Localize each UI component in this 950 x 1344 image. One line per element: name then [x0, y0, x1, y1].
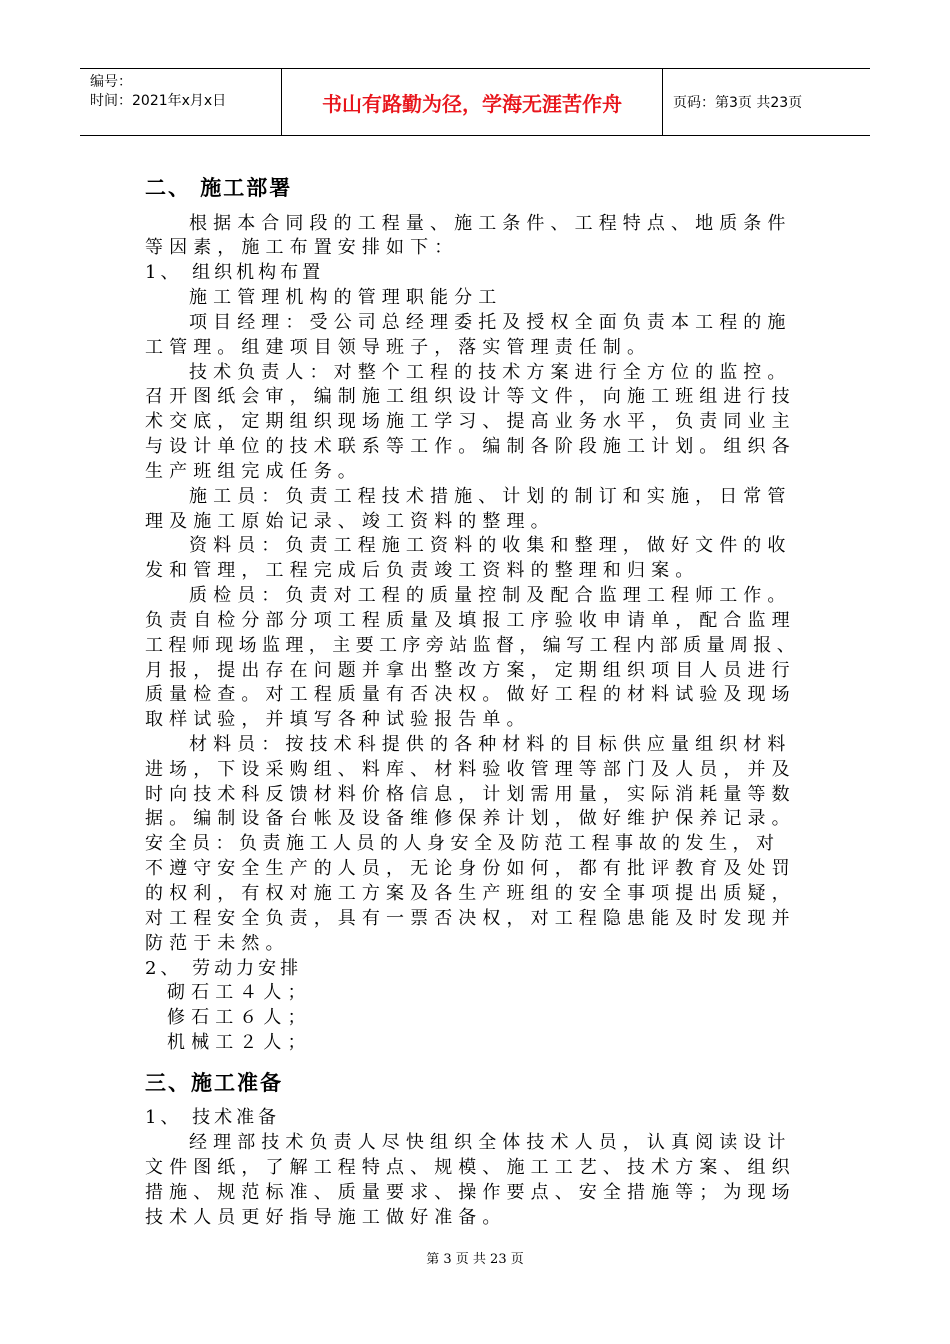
paragraph-line: 项目经理：受公司总经理委托及授权全面负责本工程的施	[189, 312, 792, 333]
paragraph-line: 发和管理，工程完成后负责竣工资料的整理和归案。	[145, 560, 700, 581]
header-info-cell	[80, 69, 282, 135]
paragraph-line: 术交底，定期组织现场施工学习、提高业务水平，负责同业主	[145, 411, 796, 432]
paragraph-line: 安全员：负责施工人员的人身安全及防范工程事故的发生，对	[145, 833, 780, 854]
paragraph-line: 对工程安全负责，具有一票否决权，对工程隐患能及时发现并	[145, 908, 796, 929]
paragraph-line: 等因素，施工布置安排如下：	[145, 237, 459, 258]
labor-item: 砌石工４人；	[167, 982, 312, 1003]
paragraph-line: 的权利，有权对施工方案及各生产班组的安全事项提出质疑，	[145, 883, 796, 904]
page-info-cell	[663, 69, 870, 135]
paragraph-line: 工程师现场监理，主要工序旁站监督，编写工程内部质量周报、	[145, 635, 801, 656]
paragraph-line: 取样试验，并填写各种试验报告单。	[145, 709, 531, 730]
paragraph-line: 进场，下设采购组、料库、材料验收管理等部门及人员，并及	[145, 759, 796, 780]
section-heading-deployment: 二、 施工部署	[145, 176, 293, 200]
subheading-labor: 2、 劳动力安排	[145, 958, 303, 979]
paragraph-line: 措施、规范标准、质量要求、操作要点、安全措施等；为现场	[145, 1182, 796, 1203]
date-label: 时间：2021年x月x日	[90, 93, 227, 109]
paragraph-line: 月报，提出存在问题并拿出整改方案，定期组织项目人员进行	[145, 660, 796, 681]
paragraph-line: 质量检查。对工程质量有否决权。做好工程的材料试验及现场	[145, 684, 796, 705]
motto-text: 书山有路勤为径，学海无涯苦作舟	[322, 91, 622, 116]
paragraph-line: 与设计单位的技术联系等工作。编制各阶段施工计划。组织各	[145, 436, 796, 457]
paragraph-line: 经理部技术负责人尽快组织全体技术人员，认真阅读设计	[189, 1132, 792, 1153]
paragraph-line: 时向技术科反馈材料价格信息，计划需用量，实际消耗量等数	[145, 784, 796, 805]
paragraph-line: 生产班组完成任务。	[145, 461, 362, 482]
paragraph-line: 文件图纸，了解工程特点、规模、施工工艺、技术方案、组织	[145, 1157, 796, 1178]
paragraph-line: 施工管理机构的管理职能分工	[189, 287, 503, 308]
paragraph-line: 不遵守安全生产的人员，无论身份如何，都有批评教育及处罚	[145, 858, 796, 879]
paragraph-line: 理及施工原始记录、竣工资料的整理。	[145, 511, 555, 532]
subheading-org: 1、 组织机构布置	[145, 262, 325, 283]
page-footer: 第 3 页 共 23 页	[426, 1252, 524, 1267]
paragraph-line: 据。编制设备台帐及设备维修保养计划，做好维护保养记录。	[145, 808, 796, 829]
paragraph-line: 技术人员更好指导施工做好准备。	[145, 1207, 507, 1228]
number-label: 编号：	[90, 74, 132, 90]
motto-cell	[282, 69, 663, 135]
paragraph-line: 负责自检分部分项工程质量及填报工序验收申请单，配合监理	[145, 610, 796, 631]
paragraph-line: 根据本合同段的工程量、施工条件、工程特点、地质条件	[189, 213, 792, 234]
paragraph-line: 工管理。组建项目领导班子，落实管理责任制。	[145, 337, 652, 358]
paragraph-line: 材料员：按技术科提供的各种材料的目标供应量组织材料	[189, 734, 792, 755]
labor-item: 修石工６人；	[167, 1007, 312, 1028]
paragraph-line: 质检员：负责对工程的质量控制及配合监理工程师工作。	[189, 585, 792, 606]
paragraph-line: 资料员：负责工程施工资料的收集和整理，做好文件的收	[189, 535, 792, 556]
paragraph-line: 召开图纸会审，编制施工组织设计等文件，向施工班组进行技	[145, 386, 796, 407]
section-heading-preparation: 三、施工准备	[145, 1071, 283, 1095]
paragraph-line: 施工员：负责工程技术措施、计划的制订和实施，日常管	[189, 486, 792, 507]
page-header	[80, 68, 870, 136]
paragraph-line: 防范于未然。	[145, 933, 290, 954]
page-info-text: 页码：第3页 共23页	[673, 95, 803, 111]
subheading-tech: 1、 技术准备	[145, 1107, 281, 1128]
labor-item: 机械工２人；	[167, 1032, 312, 1053]
paragraph-line: 技术负责人：对整个工程的技术方案进行全方位的监控。	[189, 362, 792, 383]
